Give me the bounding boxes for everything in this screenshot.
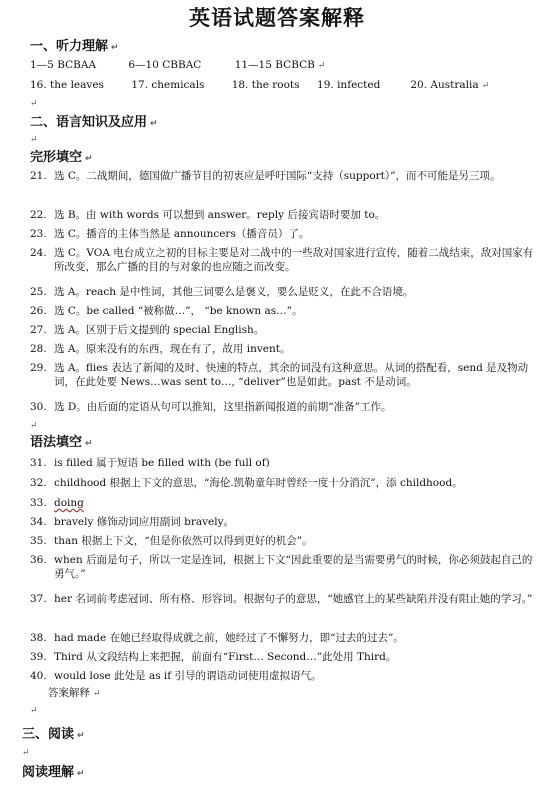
paragraph-mark: ↵ xyxy=(30,135,38,145)
section-language-heading: 二、语言知识及应用 ↵ xyxy=(30,115,158,130)
listening-answer: 18. the roots xyxy=(231,79,300,91)
cloze-item-23: 23. 选 C。播音的主体当然是 announcers（播音员）了。 xyxy=(30,228,310,240)
listening-answer: 19. infected xyxy=(317,79,381,91)
cloze-item-26: 26. 选 C。be called “被称做…”， “be known as…”。 xyxy=(30,305,303,317)
cloze-heading: 完形填空 ↵ xyxy=(30,150,93,165)
cloze-item-25: 25. 选 A。reach 是中性词，其他三词要么是褒义，要么是贬义，在此不合语境。 xyxy=(30,286,414,298)
cloze-item-21: 21. 选 C。二战期间，德国做广播节目的初衷应是呼吁国际“支持（support）”，而不可能是另三项。 xyxy=(30,170,501,182)
section-listening-heading: 一、听力理解 ↵ xyxy=(30,39,119,54)
listening-answer: 17. chemicals xyxy=(131,79,205,91)
grammar-item-36: 36. when 后面是句子，所以一定是连词，根据上下文“因此重要的是当需要勇气的时候，你必须鼓起自己的勇气。” xyxy=(30,554,533,581)
grammar-item-39: 39. Third 从文段结构上来把握，前面有“First… Second…”此处用 Third。 xyxy=(30,651,397,663)
section-reading-heading: 三、阅读 ↵ xyxy=(22,727,85,742)
cloze-item-27: 27. 选 A。区别于后文提到的 special English。 xyxy=(30,324,265,336)
document-title: 英语试题答案解释 xyxy=(189,6,365,30)
cloze-item-28: 28. 选 A。原来没有的东西，现在有了，故用 invent。 xyxy=(30,343,291,355)
grammar-item-38: 38. had made 在她已经取得成就之前，她经过了不懈努力，即“过去的过去”。 xyxy=(30,632,404,644)
listening-answer-group: 1—5 BCBAA xyxy=(30,59,97,71)
grammar-heading: 语法填空 ↵ xyxy=(30,435,93,450)
grammar-item-35: 35. than 根据上下文，“但是你依然可以得到更好的机会”。 xyxy=(30,535,313,547)
paragraph-mark: ↵ xyxy=(22,748,30,758)
cloze-item-22: 22. 选 B。由 with words 可以想到 answer。reply 后接宾语时要加 to。 xyxy=(30,209,386,221)
grammar-item-37: 37. her 名词前考虑冠词、所有格、形容词。根据句子的意思，“她感官上的某些缺陷并没有阻止她的学习。” xyxy=(30,593,533,605)
grammar-item-40: 40. would lose 此处是 as if 引导的谓语动词使用虚拟语气。 xyxy=(30,670,322,682)
paragraph-mark: ↵ xyxy=(30,99,38,109)
paragraph-mark: ↵ xyxy=(30,421,38,431)
grammar-item-32: 32. childhood 根据上下文的意思，“海伦.凯勒童年时曾经一度十分消沉”，添 childhood。 xyxy=(30,477,463,489)
listening-answers-row-2: 16. the leaves 17. chemicals 18. the roots 19. infected 20. Australia ↵ xyxy=(30,79,490,91)
grammar-item-33: 33. doing xyxy=(30,497,84,509)
paragraph-mark: ↵ xyxy=(30,706,38,716)
listening-answers-row-1: 1—5 BCBAA 6—10 CBBAC 11—15 BCBCB ↵ xyxy=(30,59,326,71)
cloze-item-29: 29. 选 A。flies 表达了新闻的及时、快速的特点，其余的词没有这种意思。从词的搭配看，send 是及物动词，在此处要 News…was sent to…, “deliver”也是如此。past 不是动词。 xyxy=(30,362,529,389)
reading-comprehension-heading: 阅读理解 ↵ xyxy=(22,765,85,780)
grammar-item-34: 34. bravely 修饰动词应用副词 bravely。 xyxy=(30,516,235,528)
listening-answer-group: 6—10 CBBAC xyxy=(128,59,202,71)
listening-answer: 20. Australia xyxy=(410,79,479,91)
grammar-footer: 答案解释 ↵ xyxy=(48,687,101,699)
grammar-item-31: 31. is filled 属于短语 be filled with (be full of) xyxy=(30,457,270,469)
listening-answer-group: 11—15 BCBCB xyxy=(234,59,315,71)
listening-answer: 16. the leaves xyxy=(30,79,104,91)
cloze-item-30: 30. 选 D。由后面的定语从句可以推知，这里指新闻报道的前期“准备”工作。 xyxy=(30,401,392,413)
cloze-item-24: 24. 选 C。VOA 电台成立之初的目标主要是对二战中的一些敌对国家进行宣传，随着二战结束，敌对国家有所改变，那么广播的目的与对象的也应随之而改变。 xyxy=(30,247,534,274)
